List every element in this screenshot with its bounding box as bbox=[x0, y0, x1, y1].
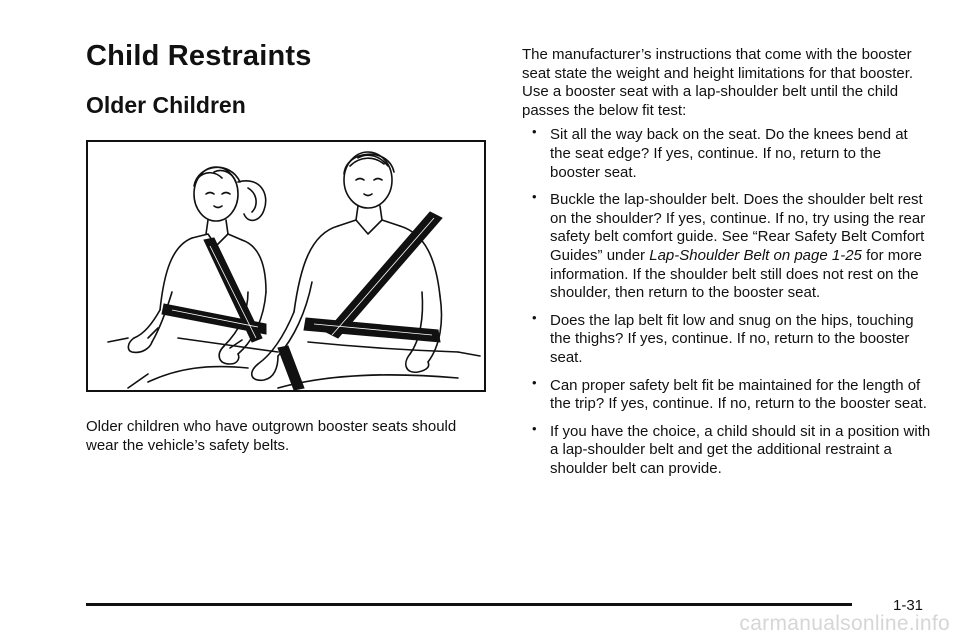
list-item-text: for more information. If the shoulder belt still does not rest on the shoulder, then return to the booster seat. bbox=[550, 246, 922, 302]
list-item-text: Sit all the way back on the seat. Do the knees bend at the seat edge? If yes, continue. If no, return to the booster seat. bbox=[550, 126, 908, 181]
watermark: carmanualsonline.info bbox=[739, 612, 950, 635]
footer-rule bbox=[86, 603, 852, 606]
list-item-text: Buckle the lap-shoulder belt. Does the shoulder belt rest on the shoulder? If yes, continue. If no, try using the rear safety belt comfort guide. See “Rear Safety Belt Comfort Guides” under bbox=[550, 191, 926, 264]
children-belted-illustration bbox=[88, 142, 484, 390]
list-item bbox=[522, 126, 932, 182]
bullet-icon: • bbox=[532, 374, 537, 390]
list-item-text: If you have the choice, a child should sit in a position with a lap-shoulder belt and get the additional restraint a shoulder belt can provide. bbox=[550, 422, 931, 477]
list-item bbox=[522, 420, 932, 479]
bullet-icon: • bbox=[532, 189, 537, 205]
fit-test-intro: The manufacturer’s instructions that come with the booster seat state the weight and height limitations for that booster. Use a booster seat with a lap-shoulder belt until the child passes the below fit test: bbox=[522, 46, 914, 119]
list-item bbox=[522, 309, 932, 368]
list-item bbox=[522, 374, 932, 414]
illustration-children-safety-belts bbox=[86, 140, 486, 392]
list-item bbox=[522, 191, 932, 303]
bullet-icon: • bbox=[532, 420, 537, 436]
bullet-icon: • bbox=[532, 309, 537, 325]
page-title: Child Restraints bbox=[86, 40, 312, 72]
list-item-text: Does the lap belt fit low and snug on the hips, touching the thighs? If yes, continue. If no, return to the booster seat. bbox=[550, 311, 914, 366]
right-column bbox=[522, 46, 932, 487]
cross-reference-link[interactable]: Lap-Shoulder Belt on page 1-25 bbox=[649, 246, 862, 264]
page-number: 1-31 bbox=[893, 597, 924, 614]
list-item-text: Can proper safety belt fit be maintained for the length of the trip? If yes, continue. If no, return to the booster seat. bbox=[550, 376, 927, 413]
left-column bbox=[86, 38, 490, 454]
bullet-icon: • bbox=[532, 124, 537, 140]
left-paragraph: Older children who have outgrown booster seats should wear the vehicle’s safety belts. bbox=[86, 418, 457, 454]
section-heading: Older Children bbox=[86, 92, 246, 118]
fit-test-list bbox=[522, 126, 932, 478]
